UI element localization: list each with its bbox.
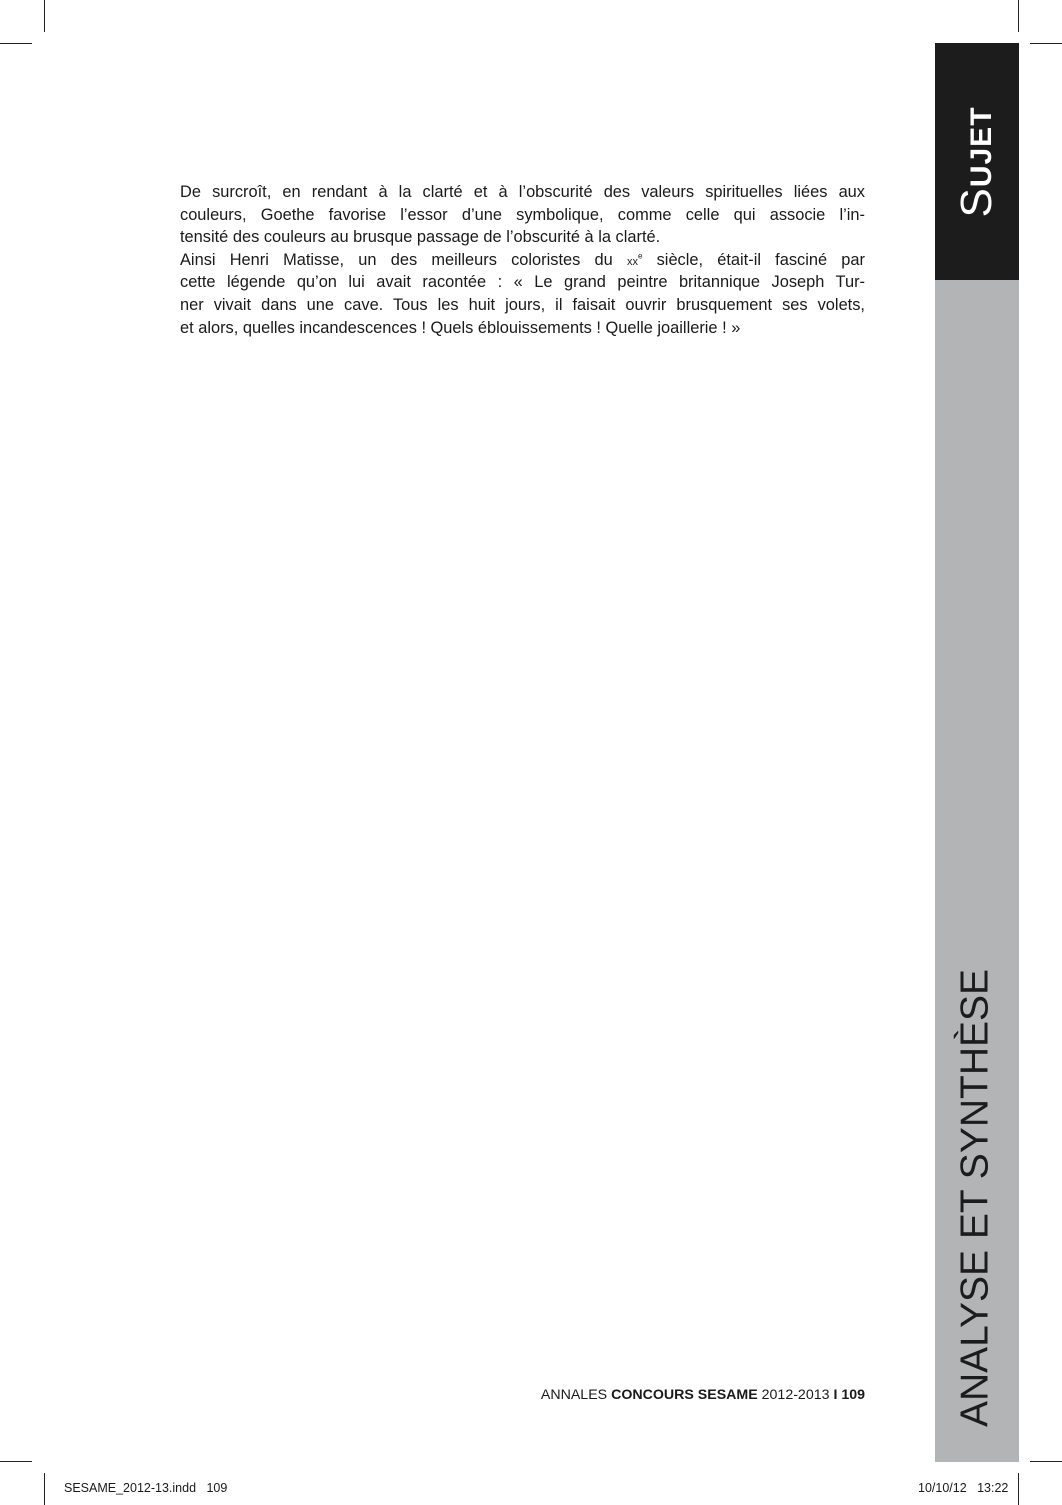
slug-file: SESAME_2012-13.indd 109 <box>64 1481 228 1495</box>
body-line: couleurs, Goethe favorise l’essor d’une symbolique, comme celle qui associe l’in- <box>180 205 865 224</box>
footer-years: 2012-2013 <box>757 1387 834 1403</box>
slug-datetime: 10/10/12 13:22 <box>918 1481 1009 1495</box>
body-line-with-century <box>180 249 865 272</box>
crop-mark-bottom-left-h <box>0 1461 32 1462</box>
page-footer <box>541 1387 865 1403</box>
crop-mark-top-left-h <box>0 43 32 44</box>
body-line: De surcroît, en rendant à la clarté et à l’obscurité des valeurs spirituelles liées aux <box>180 183 865 201</box>
sujet-label <box>952 106 1001 218</box>
body-paragraphs <box>180 181 865 339</box>
footer-bold: CONCOURS SESAME <box>611 1387 758 1403</box>
sujet-label-cap: S <box>952 187 1001 218</box>
crop-mark-bottom-right <box>1018 1473 1019 1505</box>
crop-mark-bottom-right-h <box>1030 1461 1062 1462</box>
century-superscript: e <box>637 251 643 261</box>
body-line: et alors, quelles incandescences ! Quels éblouissements ! Quelle joaillerie ! » <box>180 318 741 337</box>
body-line-end: siècle, était-il fasciné par <box>656 250 865 269</box>
century-numeral: xx <box>626 255 638 268</box>
section-label: ANALYSE ET SYNTHÈSE <box>953 968 997 1428</box>
crop-mark-top-right <box>1018 0 1019 32</box>
body-line: tensité des couleurs au brusque passage de l’obscurité à la clarté. <box>180 228 661 247</box>
sujet-label-rest: UJET <box>965 106 998 188</box>
body-line: ner vivait dans une cave. Tous les huit jours, il faisait ouvrir brusquement ses volets, <box>180 295 865 314</box>
footer-prefix: ANNALES <box>540 1387 612 1403</box>
body-line-start: Ainsi Henri Matisse, un des meilleurs coloristes du <box>180 250 627 269</box>
page-number: I 109 <box>833 1387 865 1403</box>
crop-mark-bottom-left <box>44 1473 45 1505</box>
crop-mark-top-right-h <box>1030 43 1062 44</box>
crop-mark-top-left <box>44 0 45 32</box>
body-line: cette légende qu’on lui avait racontée : « Le grand peintre britannique Joseph Tur- <box>180 273 865 292</box>
